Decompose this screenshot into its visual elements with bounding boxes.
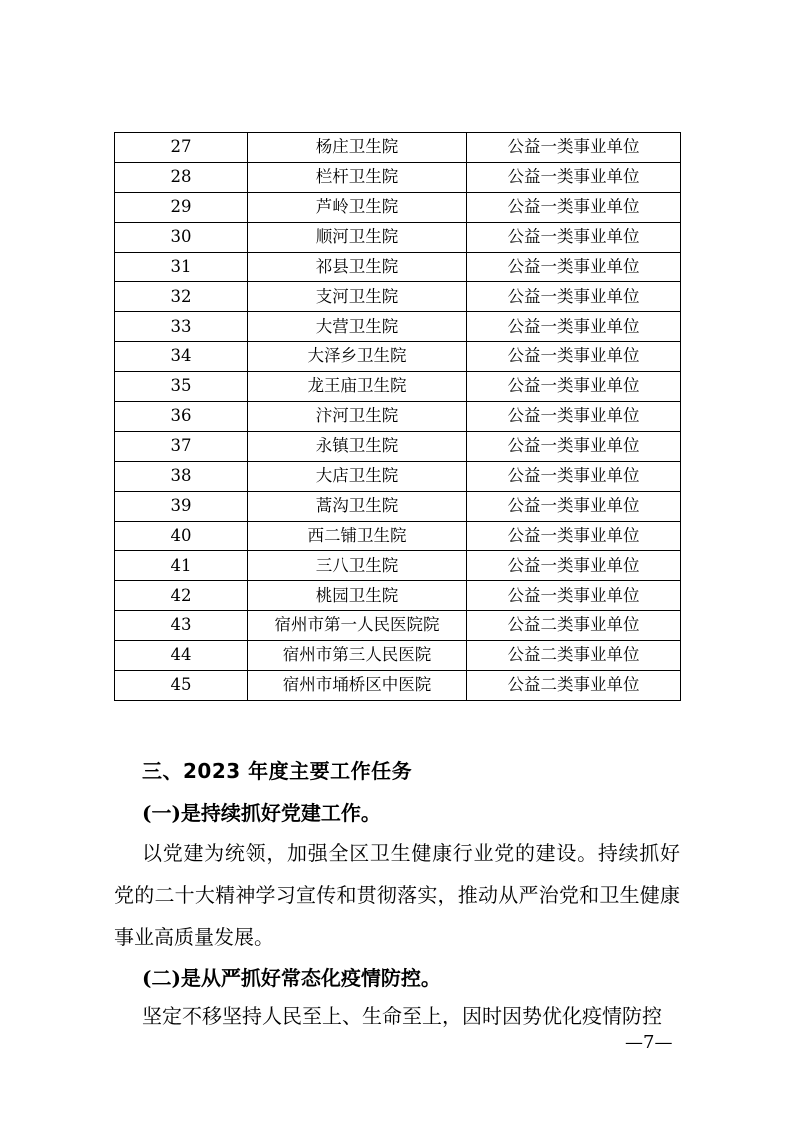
sub-heading-1: (一)是持续抓好党建工作。	[142, 801, 381, 825]
cell-unit-type: 公益二类事业单位	[467, 611, 681, 641]
table-row	[115, 192, 681, 222]
section-heading: 三、2023 年度主要工作任务	[142, 759, 413, 783]
cell-unit-name: 栏杆卫生院	[248, 162, 467, 192]
table-row	[115, 402, 681, 432]
cell-unit-type: 公益一类事业单位	[467, 402, 681, 432]
cell-unit-type: 公益一类事业单位	[467, 252, 681, 282]
cell-number: 30	[115, 222, 248, 252]
cell-unit-name: 大店卫生院	[248, 461, 467, 491]
cell-unit-type: 公益一类事业单位	[467, 431, 681, 461]
cell-unit-type: 公益一类事业单位	[467, 222, 681, 252]
paragraph-1: 以党建为统领，加强全区卫生健康行业党的建设。持续抓好党的二十大精神学习宣传和贯彻落实，推动从严治党和卫生健康事业高质量发展。	[114, 841, 680, 949]
cell-number: 34	[115, 342, 248, 372]
cell-unit-name: 宿州市第一人民医院院	[248, 611, 467, 641]
cell-unit-name: 祁县卫生院	[248, 252, 467, 282]
table-row	[115, 461, 681, 491]
table-row	[115, 342, 681, 372]
cell-unit-type: 公益二类事业单位	[467, 671, 681, 701]
cell-unit-type: 公益一类事业单位	[467, 372, 681, 402]
table-row	[115, 431, 681, 461]
cell-unit-name: 汴河卫生院	[248, 402, 467, 432]
cell-number: 29	[115, 192, 248, 222]
cell-number: 32	[115, 282, 248, 312]
cell-unit-type: 公益一类事业单位	[467, 282, 681, 312]
cell-number: 44	[115, 641, 248, 671]
cell-unit-name: 支河卫生院	[248, 282, 467, 312]
table-row	[115, 133, 681, 163]
page-number: —7—	[625, 1032, 673, 1053]
cell-number: 40	[115, 521, 248, 551]
cell-unit-name: 龙王庙卫生院	[248, 372, 467, 402]
cell-unit-type: 公益一类事业单位	[467, 521, 681, 551]
cell-unit-name: 宿州市第三人民医院	[248, 641, 467, 671]
cell-unit-name: 三八卫生院	[248, 551, 467, 581]
table-row	[115, 312, 681, 342]
cell-unit-type: 公益一类事业单位	[467, 491, 681, 521]
table-row	[115, 222, 681, 252]
cell-unit-type: 公益一类事业单位	[467, 192, 681, 222]
cell-number: 41	[115, 551, 248, 581]
cell-unit-type: 公益一类事业单位	[467, 581, 681, 611]
unit-table	[114, 132, 681, 701]
cell-number: 37	[115, 431, 248, 461]
cell-unit-name: 杨庄卫生院	[248, 133, 467, 163]
cell-number: 45	[115, 671, 248, 701]
cell-number: 42	[115, 581, 248, 611]
cell-unit-name: 蒿沟卫生院	[248, 491, 467, 521]
table-row	[115, 641, 681, 671]
table-row	[115, 372, 681, 402]
cell-number: 31	[115, 252, 248, 282]
cell-unit-type: 公益一类事业单位	[467, 312, 681, 342]
cell-unit-name: 桃园卫生院	[248, 581, 467, 611]
cell-unit-type: 公益一类事业单位	[467, 133, 681, 163]
cell-unit-type: 公益一类事业单位	[467, 461, 681, 491]
cell-number: 43	[115, 611, 248, 641]
cell-unit-type: 公益一类事业单位	[467, 551, 681, 581]
table-row	[115, 521, 681, 551]
cell-number: 33	[115, 312, 248, 342]
table-row	[115, 611, 681, 641]
cell-number: 38	[115, 461, 248, 491]
paragraph-2: 坚定不移坚持人民至上、生命至上，因时因势优化疫情防控	[142, 1004, 662, 1028]
cell-number: 28	[115, 162, 248, 192]
table-row	[115, 491, 681, 521]
cell-unit-name: 大泽乡卫生院	[248, 342, 467, 372]
cell-number: 35	[115, 372, 248, 402]
table-row	[115, 671, 681, 701]
cell-unit-type: 公益二类事业单位	[467, 641, 681, 671]
cell-unit-name: 大营卫生院	[248, 312, 467, 342]
cell-number: 27	[115, 133, 248, 163]
table-row	[115, 581, 681, 611]
cell-unit-name: 西二铺卫生院	[248, 521, 467, 551]
table-body	[115, 133, 681, 701]
cell-unit-type: 公益一类事业单位	[467, 162, 681, 192]
cell-number: 36	[115, 402, 248, 432]
table-row	[115, 551, 681, 581]
table-row	[115, 162, 681, 192]
cell-unit-type: 公益一类事业单位	[467, 342, 681, 372]
table-row	[115, 252, 681, 282]
cell-number: 39	[115, 491, 248, 521]
cell-unit-name: 宿州市埇桥区中医院	[248, 671, 467, 701]
cell-unit-name: 永镇卫生院	[248, 431, 467, 461]
table-row	[115, 282, 681, 312]
sub-heading-2: (二)是从严抓好常态化疫情防控。	[142, 966, 441, 990]
cell-unit-name: 顺河卫生院	[248, 222, 467, 252]
cell-unit-name: 芦岭卫生院	[248, 192, 467, 222]
